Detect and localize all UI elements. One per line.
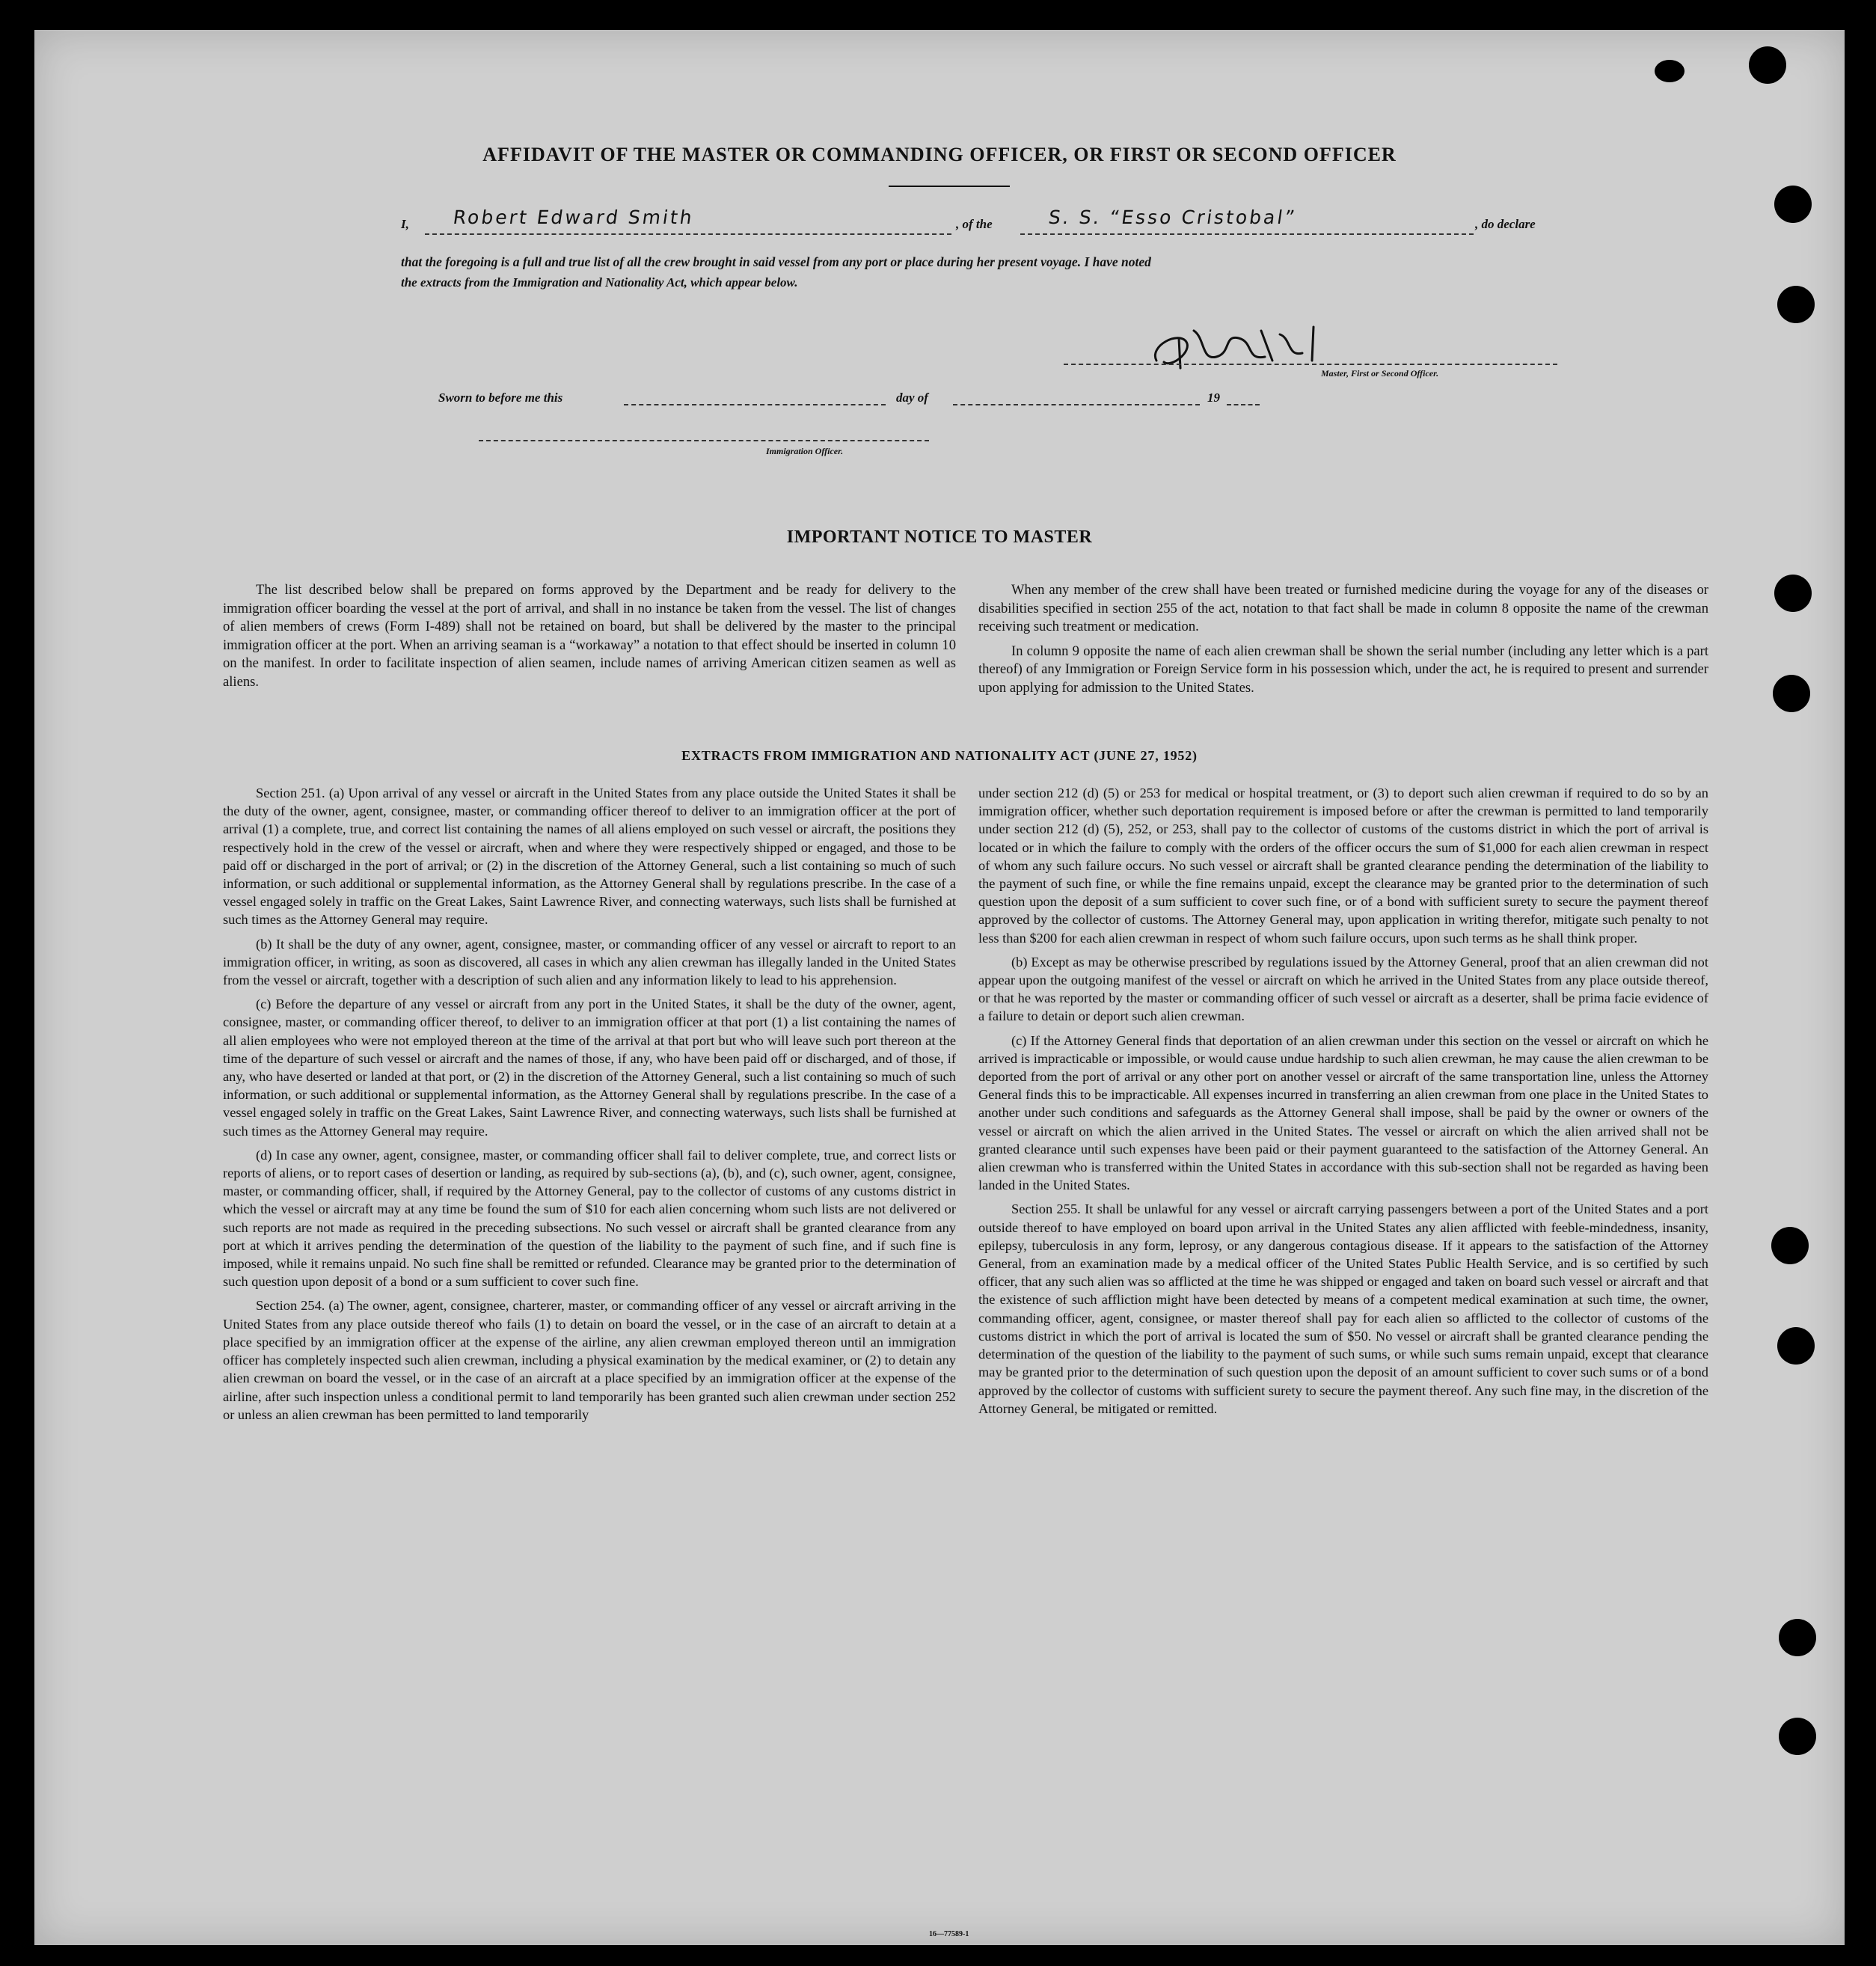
notice-left-column [223,581,956,698]
officer-signature-line [479,440,929,441]
punch-hole-icon [1777,286,1815,323]
extract-paragraph: under section 212 (d) (5) or 253 for medical or hospital treatment, or (3) to deport such alien crewman if required to do so by an immigration officer, whether such deportation requirement is imposed before or after the crewman is permitted to land temporarily under section 212 (d) (5), 252, or 253, shall pay to the collector of customs of the customs district in which the port of arrival is located or in which the failure to comply with the orders of the officer occurs the sum of $1,000 for each alien crewman in respect of whom any such failure occurs. No such vessel or aircraft shall be granted clearance pending the determination of the liability to the payment of such fine, or while the fine remains unpaid, except the clearance may be granted prior to the determination of such question upon the deposit of a sum sufficient to cover such fine, or of a bond with sufficient surety to secure the payment thereof approved by the collector of customs. The Attorney General may, upon application in writing therefor, mitigate such penalty to not less than $200 for each alien crewman in respect of whom such failure occurs, upon such terms as he shall think proper. [978,786,1708,946]
notice-paragraph: When any member of the crew shall have been treated or furnished medicine during the voyage for any of the diseases or disabilities specified in section 255 of the act, notation to that fact shall be made in column 8 opposite the name of the crewman receiving such treatment or medication. [978,582,1708,635]
title-divider [889,186,1010,187]
notice-title: IMPORTANT NOTICE TO MASTER [786,527,1093,547]
punch-hole-icon [1774,575,1812,612]
extract-paragraph: Section 251. (a) Upon arrival of any vessel or aircraft in the United States from any place outside the United States it shall be the duty of the owner, agent, consignee, master, or commanding officer thereof to deliver to an immigration officer at the port of arrival (1) a complete, true, and correct list containing the names of all aliens employed on such vessel or aircraft, the positions they respectively hold in the crew of the vessel or aircraft, when and where they were respectively shipped or engaged, and those to be paid off or discharged in the port of arrival; or (2) in the discretion of the Attorney General, such a list containing so much of such information, or such additional or supplemental information, as the Attorney General shall by regulations prescribe. In the case of a vessel engaged solely in traffic on the Great Lakes, Saint Lawrence River, and connecting waterways, such lists shall be furnished at such times as the Attorney General may require. [223,786,956,928]
extract-paragraph: Section 254. (a) The owner, agent, consignee, charterer, master, or commanding officer of any vessel or aircraft arriving in the United States from any place outside thereof who fails (1) to detain on board the vessel, or in the case of an aircraft to detain at a place specified by an immigration officer at the expense of the airline, any alien crewman employed thereon until an immigration officer has completely inspected such alien crewman, including a physical examination by the medical examiner, or (2) to detain any alien crewman on board the vessel, or in the case of an aircraft at a place specified by an immigration officer at the expense of the airline, after such inspection unless a conditional permit to land temporarily has been granted such alien crewman under section 252 or unless an alien crewman has been permitted to land temporarily [223,1298,956,1422]
extract-paragraph: (d) In case any owner, agent, consignee, master, or commanding officer shall fail to deliver complete, true, and correct lists or reports of aliens, or to report cases of desertion or landing, as required by sub-sections (a), (b), and (c), such owner, agent, consignee, master, or commanding officer, shall, if required by the Attorney General, pay to the collector of customs of any customs district in which the vessel or aircraft may at any time be found the sum of $10 for each alien concerning whom such lists are not delivered or such reports are not made as required in the preceding subsections. No such vessel or aircraft shall be granted clearance from any port at which it arrives pending the determination of the question of the liability to the payment of such fine, and if such fine is imposed, while it remains unpaid. No such fine shall be remitted or refunded. Clearance may be granted prior to the determination of such question upon deposit of a bond or a sum sufficient to cover such fine. [223,1147,956,1290]
master-name-field[interactable]: Robert Edward Smith [451,206,696,228]
vessel-name-field[interactable]: S. S. “Esso Cristobal” [1046,206,1299,228]
extracts-left-column [223,784,956,1430]
punch-hole-icon [1774,186,1812,223]
statement-line-1: that the foregoing is a full and true list of all the crew brought in said vessel from any port or place during her present voyage. I have noted [401,254,1151,269]
of-the-label: , of the [956,217,993,231]
sworn-date-line [624,404,886,405]
document-page [34,30,1845,1945]
notice-paragraph: The list described below shall be prepared on forms approved by the Department and be ready for delivery to the immigration officer boarding the vessel at the port of arrival, and shall in no instance be taken from the vessel. The list of changes of alien members of crews (Form I-489) shall not be retained on board, but shall be delivered by the master to the principal immigration officer at the port. When an arriving seaman is a “workaway” a notation to that effect should be inserted in column 10 on the manifest. In order to facilitate inspection of alien seamen, include names of arriving American citizen seamen as well as aliens. [223,582,956,690]
notice-paragraph: In column 9 opposite the name of each alien crewman shall be shown the serial number (including any letter which is a part thereof) of any Immigration or Foreign Service form in his possession which, under the act, he is required to present and surrender upon applying for admission to the United States. [978,643,1708,696]
punch-hole-icon [1779,1718,1816,1755]
declare-label: , do declare [1475,217,1536,231]
affidavit-title: AFFIDAVIT OF THE MASTER OR COMMANDING OFFICER, OR FIRST OR SECOND OFFICER [482,144,1397,165]
day-of-label: day of [896,391,928,405]
signature-line [1064,364,1557,365]
extract-paragraph: (c) Before the departure of any vessel or aircraft from any port in the United States, it shall be the duty of the owner, agent, consignee, master, or commanding officer thereof, to deliver to an immigration officer at that port (1) a list containing the names of all alien employees who were not employed thereon at the time of the arrival at that port but who will leave such port thereon at the time of the departure of such vessel or aircraft and the names of those, if any, who have been paid off or discharged, and of those, if any, who have deserted or landed at that port, or (2) in the discretion of the Attorney General, such a list containing so much of such information, or such additional or supplemental information, as the Attorney General shall by regulations prescribe. In the case of a vessel engaged solely in traffic on the Great Lakes, Saint Lawrence River, and connecting waterways, such lists shall be furnished at such times as the Attorney General may require. [223,996,956,1139]
punch-hole-icon [1777,1327,1815,1365]
extract-paragraph: Section 255. It shall be unlawful for any vessel or aircraft carrying passengers between a port of the United States and a port outside thereof to have employed on board upon arrival in the United States any alien afflicted with feeble-mindedness, insanity, epilepsy, tuberculosis in any form, leprosy, or any dangerous contagious disease. If it appears to the satisfaction of the Attorney General, from an examination made by a medical officer of the United States Public Health Service, and is so certified by such officer, that any such alien was so afflicted at the time he was shipped or engaged and taken on board such vessel or aircraft and that the existence of such affliction might have been detected by means of a competent medical examination at such time, the owner, commanding officer, agent, consignee, or master thereof shall pay for each alien so afflicted to the collector of customs of the customs district in which the port of arrival is located the sum of $50. No vessel or aircraft shall be granted clearance pending the determination of the question of the liability to the payment of such sums, or while such sums remain unpaid, except that clearance may be granted prior to the determination of such question upon the deposit of an amount sufficient to cover such sums or of a bond approved by the collector of customs with sufficient surety to secure the payment thereof. Any such fine may, in the discretion of the Attorney General, be mitigated or remitted. [978,1201,1708,1416]
sworn-month-line [953,404,1200,405]
punch-hole-icon [1655,60,1685,82]
sworn-year-line [1227,404,1260,405]
notice-right-column [978,581,1708,704]
statement-line-2: the extracts from the Immigration and Nationality Act, which appear below. [401,275,798,290]
extract-paragraph: (b) It shall be the duty of any owner, agent, consignee, master, or commanding officer of any vessel or aircraft to report to an immigration officer, in writing, as soon as discovered, all cases in which any alien crewman has illegally landed in the United States from the vessel or aircraft, together with a description of such alien and any information likely to lead to his apprehension. [223,936,956,988]
extract-paragraph: (b) Except as may be otherwise prescribed by regulations issued by the Attorney General, proof that an alien crewman did not appear upon the outgoing manifest of the vessel or aircraft on which he arrived in the United States from any place outside thereof, or that he was reported by the master or commanding officer of such vessel or aircraft as a deserter, shall be prima facie evidence of a failure to detain or deport such alien crewman. [978,954,1708,1024]
vessel-name-line [1020,233,1474,235]
signature [1134,316,1396,376]
punch-hole-icon [1771,1227,1809,1264]
sworn-label: Sworn to before me this [438,391,563,405]
extracts-title: EXTRACTS FROM IMMIGRATION AND NATIONALITY ACT (JUNE 27, 1952) [681,748,1198,763]
signature-caption: Master, First or Second Officer. [1321,368,1439,379]
form-code: 16—77589-1 [929,1930,969,1938]
punch-hole-icon [1773,675,1810,712]
i-label: I, [401,217,409,231]
extracts-right-column [978,784,1708,1424]
master-name-line [425,233,951,235]
extract-paragraph: (c) If the Attorney General finds that deportation of an alien crewman under this section on the vessel or aircraft on which he arrived is impracticable or impossible, or would cause undue hardship to such alien crewman, he may cause the alien crewman to be deported from the port of arrival or any other port on another vessel or aircraft of the same transportation line, unless the Attorney General finds this to be impracticable. All expenses incurred in transferring an alien crewman from one place in the United States to another under such conditions and safeguards as the Attorney General shall impose, shall be paid by the owner or owners of the vessel or aircraft on which the alien arrived in the United States. The vessel or aircraft on which the alien arrived shall not be granted clearance until such expenses have been paid or their payment guaranteed to the satisfaction of the Attorney General. An alien crewman who is transferred within the United States in accordance with this sub-section shall not be regarded as having been landed in the United States. [978,1032,1708,1193]
punch-hole-icon [1749,46,1786,84]
year-label: 19 [1207,391,1220,405]
officer-caption: Immigration Officer. [766,446,844,456]
punch-hole-icon [1779,1619,1816,1656]
